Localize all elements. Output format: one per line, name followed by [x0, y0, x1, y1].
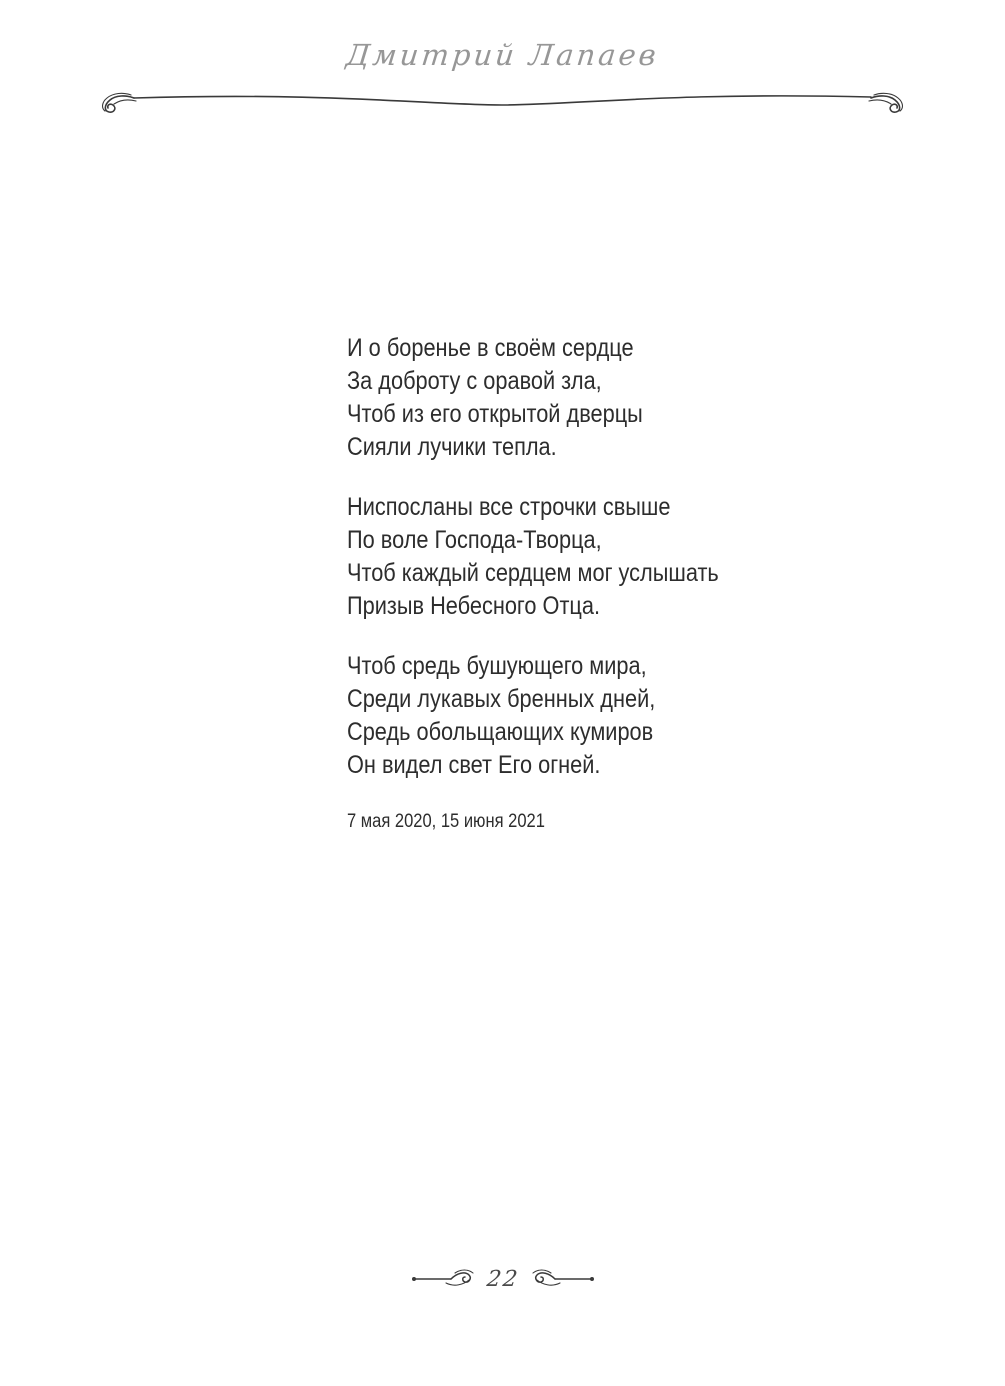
poem-stanza-1: [347, 332, 719, 464]
divider-rule: [100, 86, 905, 116]
poem-line: Ниспосланы все строчки свыше: [347, 493, 671, 521]
divider-flourish-right-icon: [869, 93, 902, 112]
poem-body: [347, 332, 719, 833]
poem-line: Среди лукавых бренных дней,: [347, 685, 656, 713]
poem-line: Призыв Небесного Отца.: [347, 592, 601, 620]
page-number: 22: [484, 1266, 521, 1292]
footer-flourish-right-icon: [531, 1266, 595, 1292]
author-name: Дмитрий Лапаев: [344, 38, 661, 72]
poem-line: Средь обольщающих кумиров: [347, 718, 654, 746]
poem-line: По воле Господа-Творца,: [347, 526, 602, 554]
poem-line: За доброту с оравой зла,: [347, 367, 602, 395]
divider-line: [134, 96, 871, 105]
poem-line: Чтоб из его открытой дверцы: [347, 400, 643, 428]
poem-line: Сияли лучики тепла.: [347, 433, 557, 461]
poem-line: Чтоб средь бушующего мира,: [347, 652, 647, 680]
poem-line: И о боренье в своём сердце: [347, 334, 634, 362]
header-divider: [100, 86, 905, 116]
poem-line: Чтоб каждый сердцем мог услышать: [347, 559, 719, 587]
poem-stanza-2: [347, 491, 719, 623]
footer-flourish-left-icon: [411, 1266, 475, 1292]
divider-flourish-left-icon: [103, 93, 136, 112]
poem-line: Он видел свет Его огней.: [347, 751, 601, 779]
page-footer: [0, 1266, 1005, 1292]
poem-date: 7 мая 2020, 15 июня 2021: [347, 811, 545, 832]
poem-stanza-3: [347, 650, 719, 782]
